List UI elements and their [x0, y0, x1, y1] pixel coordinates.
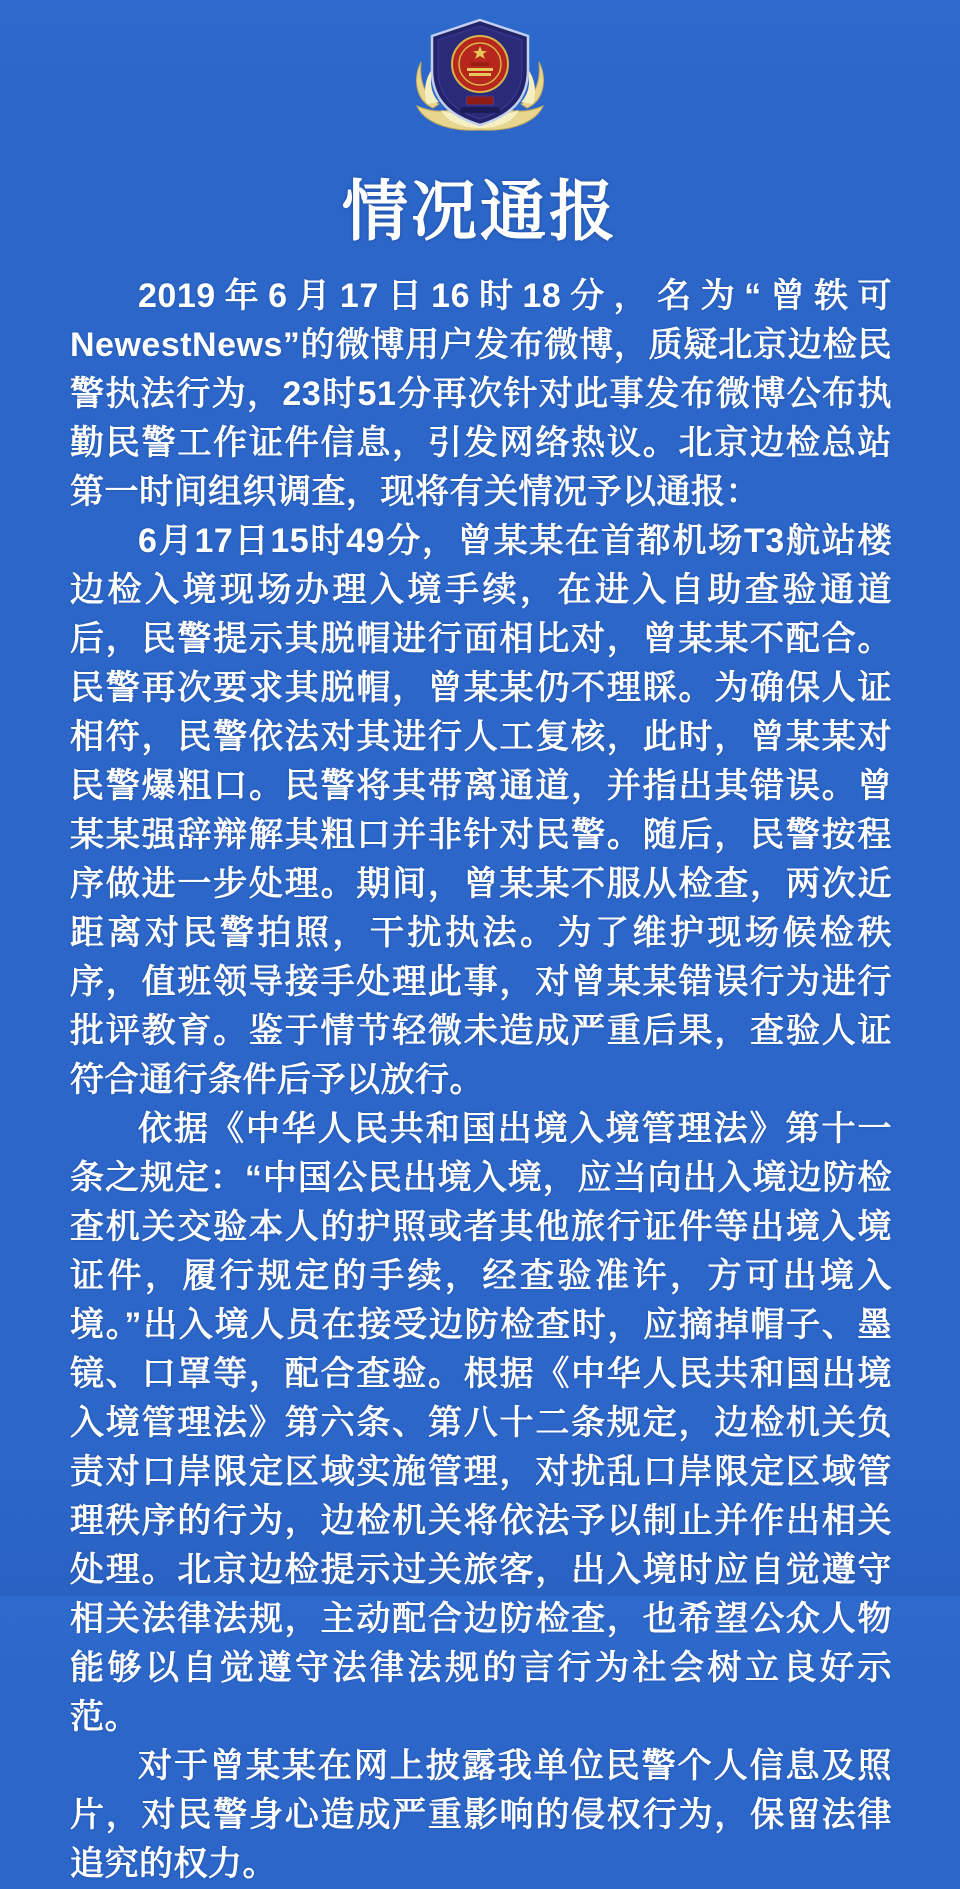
police-badge-icon [405, 12, 555, 138]
national-emblem [452, 36, 508, 92]
notice-paragraph-3: 依据《中华人民共和国出境入境管理法》第十一条之规定：“中国公民出境入境，应当向出入境边防检查机关交验本人的护照或者其他旅行证件等出境入境证件，履行规定的手续，经查验准许，方可出境入境。”出入境人员在接受边防检查时，应摘掉帽子、墨镜、口罩等，配合查验。根据《中华人民共和国出境入境管理法》第六条、第八十二条规定，边检机关负责对口岸限定区域实施管理，对扰乱口岸限定区域管理秩序的行为，边检机关将依法予以制止并作出相关处理。北京边检提示过关旅客，出入境时应自觉遵守相关法律法规，主动配合边防检查，也希望公众人物能够以自觉遵守法律法规的言行为社会树立良好示范。 [70, 1110, 892, 1736]
notice-body [70, 272, 892, 1889]
notice-paragraph-1: 2019年6月17日16时18分，名为“曾轶可NewestNews”的微博用户发布微博，质疑北京边检民警执法行为，23时51分再次针对此事发布微博公布执勤民警工作证件信息，引发网络热议。北京边检总站第一时间组织调查，现将有关情况予以通报： [70, 277, 892, 511]
notice-paragraph-4: 对于曾某某在网上披露我单位民警个人信息及照片，对民警身心造成严重影响的侵权行为，保留法律追究的权力。 [70, 1747, 892, 1883]
notice-paragraph-2: 6月17日15时49分，曾某某在首都机场T3航站楼边检入境现场办理入境手续，在进入自助查验通道后，民警提示其脱帽进行面相比对，曾某某不配合。民警再次要求其脱帽，曾某某仍不理睬。为确保人证相符，民警依法对其进行人工复核，此时，曾某某对民警爆粗口。民警将其带离通道，并指出其错误。曾某某强辞辩解其粗口并非针对民警。随后，民警按程序做进一步处理。期间，曾某某不服从检查，两次近距离对民警拍照，干扰执法。为了维护现场候检秩序，值班领导接手处理此事，对曾某某错误行为进行批评教育。鉴于情节轻微未造成严重后果，查验人证符合通行条件后予以放行。 [70, 522, 892, 1099]
police-badge-emblem [0, 12, 960, 138]
page-title: 情况通报 [342, 174, 618, 248]
badge-band [466, 96, 494, 105]
